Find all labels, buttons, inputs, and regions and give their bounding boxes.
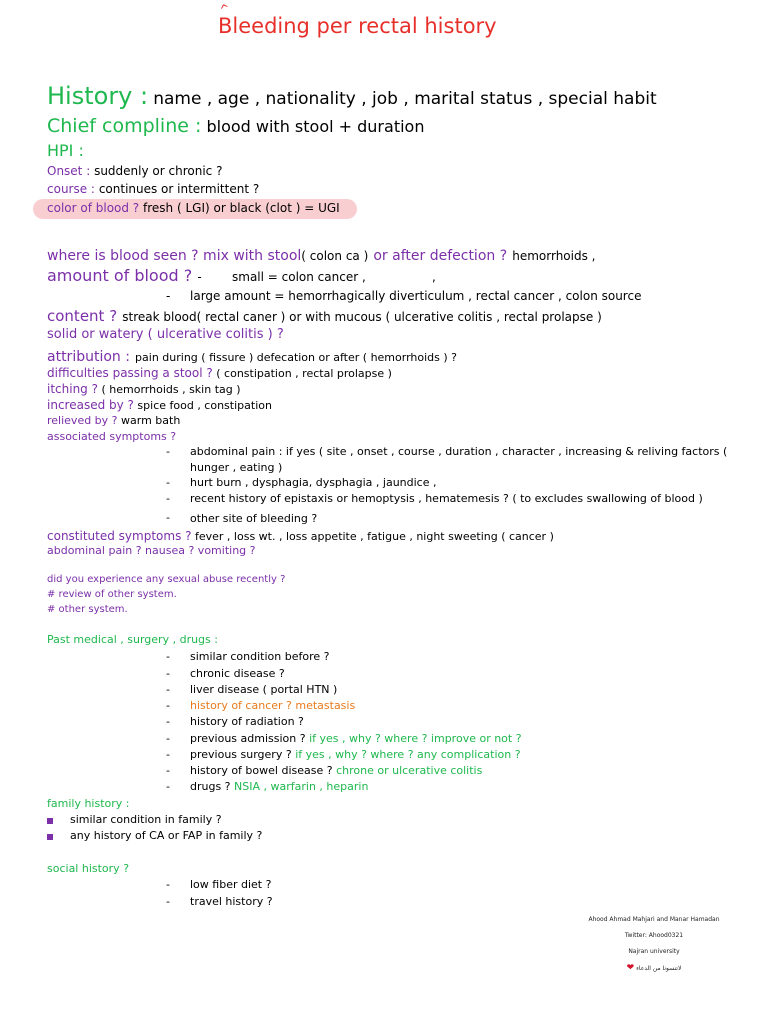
attribution-line <box>47 346 457 365</box>
past-item-extra: chrone or ulcerative colitis <box>336 764 483 777</box>
increased-label: increased by ? <box>47 398 134 412</box>
other-system-line: # other system. <box>47 604 128 615</box>
past-item <box>190 732 522 745</box>
social-label: social history ? <box>47 862 130 875</box>
difficulties-text: ( constipation , rectal prolapse ) <box>216 367 392 380</box>
hpi-label: HPI : <box>47 141 84 160</box>
past-item <box>190 748 521 761</box>
dash-mark: - <box>166 445 170 458</box>
solid-line: solid or watery ( ulcerative colitis ) ? <box>47 327 284 342</box>
past-item <box>190 764 482 777</box>
dash-mark: - <box>166 748 170 761</box>
amount-large: large amount = hemorrhagically diverticulum , rectal cancer , colon source <box>190 289 642 303</box>
where-line <box>47 245 595 264</box>
where-text: hemorrhoids , <box>512 249 596 263</box>
course-text: continues or intermittent ? <box>98 182 260 196</box>
history-text: name , age , nationality , job , marital status , special habit <box>153 89 657 109</box>
dash-mark: - <box>166 895 170 908</box>
constituted-text: fever , loss wt. , loss appetite , fatigue , night sweeting ( cancer ) <box>195 530 554 543</box>
amount-small: small = colon cancer , <box>232 270 366 284</box>
abdominal-line: abdominal pain ? nausea ? vomiting ? <box>47 544 256 557</box>
past-item-text: history of bowel disease ? <box>190 764 333 777</box>
amount-dash: - <box>197 270 202 284</box>
past-item-text: drugs ? <box>190 780 231 793</box>
increased-line <box>47 398 272 412</box>
past-item-extra: if yes , why ? where ? any complication ? <box>295 748 521 761</box>
dash-mark: - <box>166 492 170 505</box>
associated-item: recent history of epistaxis or hemoptysis , hematemesis ? ( to excludes swallowing of blood ) <box>190 492 703 505</box>
course-line <box>47 182 259 196</box>
color-label: color of blood ? <box>47 201 140 215</box>
dash-mark: - <box>166 780 170 793</box>
history-line <box>47 82 657 110</box>
credits-university: Najran university <box>628 948 680 955</box>
associated-item: abdominal pain : if yes ( site , onset , course , duration , character , increasing & reliving factors ( <box>190 445 728 458</box>
dash-mark: - <box>166 699 170 712</box>
chief-text: blood with stool + duration <box>206 117 425 136</box>
relieved-label: relieved by ? <box>47 414 118 427</box>
onset-line <box>47 164 222 178</box>
past-item-text: previous admission ? <box>190 732 306 745</box>
credits-dua <box>564 963 744 973</box>
itching-line <box>47 382 241 396</box>
credits-dua-text: لاتنسونا من الدعاء <box>636 965 682 972</box>
credits-authors: Ahood Ahmad Mahjari and Manar Hamadan <box>588 916 720 923</box>
heart-icon: ❤ <box>626 963 635 973</box>
itching-label: itching ? <box>47 382 98 396</box>
past-item <box>190 780 368 793</box>
review-line: # review of other system. <box>47 589 177 600</box>
dash-mark: - <box>166 732 170 745</box>
dash-mark: - <box>166 683 170 696</box>
past-label: Past medical , surgery , drugs : <box>47 633 218 646</box>
color-line <box>47 201 340 215</box>
past-item: history of radiation ? <box>190 715 304 728</box>
associated-item: other site of bleeding ? <box>190 512 318 525</box>
bullet-square-icon <box>47 834 53 840</box>
constituted-line <box>47 529 554 543</box>
amount-line <box>47 266 202 285</box>
onset-text: suddenly or chronic ? <box>94 164 223 178</box>
where-label: where is blood seen ? mix with stool <box>47 248 302 264</box>
associated-item: hunger , eating ) <box>190 461 283 474</box>
attribution-text: pain during ( fissure ) defecation or after ( hemorrhoids ) ? <box>135 351 458 364</box>
difficulties-label: difficulties passing a stool ? <box>47 366 213 380</box>
family-label: family history : <box>47 797 130 810</box>
content-text: streak blood( rectal caner ) or with mucous ( ulcerative colitis , rectal prolapse ) <box>122 310 602 324</box>
relieved-line <box>47 414 180 427</box>
content-line <box>47 306 602 325</box>
dash-mark: - <box>166 878 170 891</box>
difficulties-line <box>47 366 392 380</box>
history-label: History : <box>47 82 149 110</box>
dash-mark: - <box>166 289 171 303</box>
dash-mark: - <box>166 476 170 489</box>
associated-label: associated symptoms ? <box>47 430 177 443</box>
amount-comma: , <box>432 270 436 284</box>
past-item: similar condition before ? <box>190 650 330 663</box>
past-item-extra: if yes , why ? where ? improve or not ? <box>309 732 522 745</box>
past-item-extra: NSIA , warfarin , heparin <box>234 780 369 793</box>
page-title: Bleeding per rectal history <box>218 14 497 38</box>
itching-text: ( hemorrhoids , skin tag ) <box>101 383 241 396</box>
family-item: any history of CA or FAP in family ? <box>70 829 263 842</box>
past-item-text: previous surgery ? <box>190 748 292 761</box>
content-label: content ? <box>47 307 118 325</box>
chief-line <box>47 115 424 137</box>
relieved-text: warm bath <box>121 414 181 427</box>
credits-twitter: Twitter: Ahood0321 <box>624 932 684 939</box>
past-item: chronic disease ? <box>190 667 285 680</box>
family-item: similar condition in family ? <box>70 813 222 826</box>
dash-mark: - <box>166 511 170 524</box>
dash-mark: - <box>166 650 170 663</box>
color-text: fresh ( LGI) or black (clot ) = UGI <box>143 201 340 215</box>
sexual-line: did you experience any sexual abuse recently ? <box>47 574 286 585</box>
past-item: liver disease ( portal HTN ) <box>190 683 338 696</box>
where-label2: or after defection ? <box>373 248 508 264</box>
associated-item: hurt burn , dysphagia, dysphagia , jaundice , <box>190 476 437 489</box>
where-mid: ( colon ca ) <box>301 249 369 263</box>
caret-mark: ^ <box>217 0 233 18</box>
bullet-square-icon <box>47 818 53 824</box>
course-label: course : <box>47 182 95 196</box>
dash-mark: - <box>166 764 170 777</box>
social-item: travel history ? <box>190 895 273 908</box>
amount-label: amount of blood ? <box>47 266 193 285</box>
social-item: low fiber diet ? <box>190 878 272 891</box>
constituted-label: constituted symptoms ? <box>47 529 192 543</box>
increased-text: spice food , constipation <box>137 399 272 412</box>
dash-mark: - <box>166 667 170 680</box>
onset-label: Onset : <box>47 164 91 178</box>
attribution-label: attribution : <box>47 349 130 365</box>
dash-mark: - <box>166 715 170 728</box>
chief-label: Chief compline : <box>47 115 202 137</box>
past-item: history of cancer ? metastasis <box>190 699 356 712</box>
